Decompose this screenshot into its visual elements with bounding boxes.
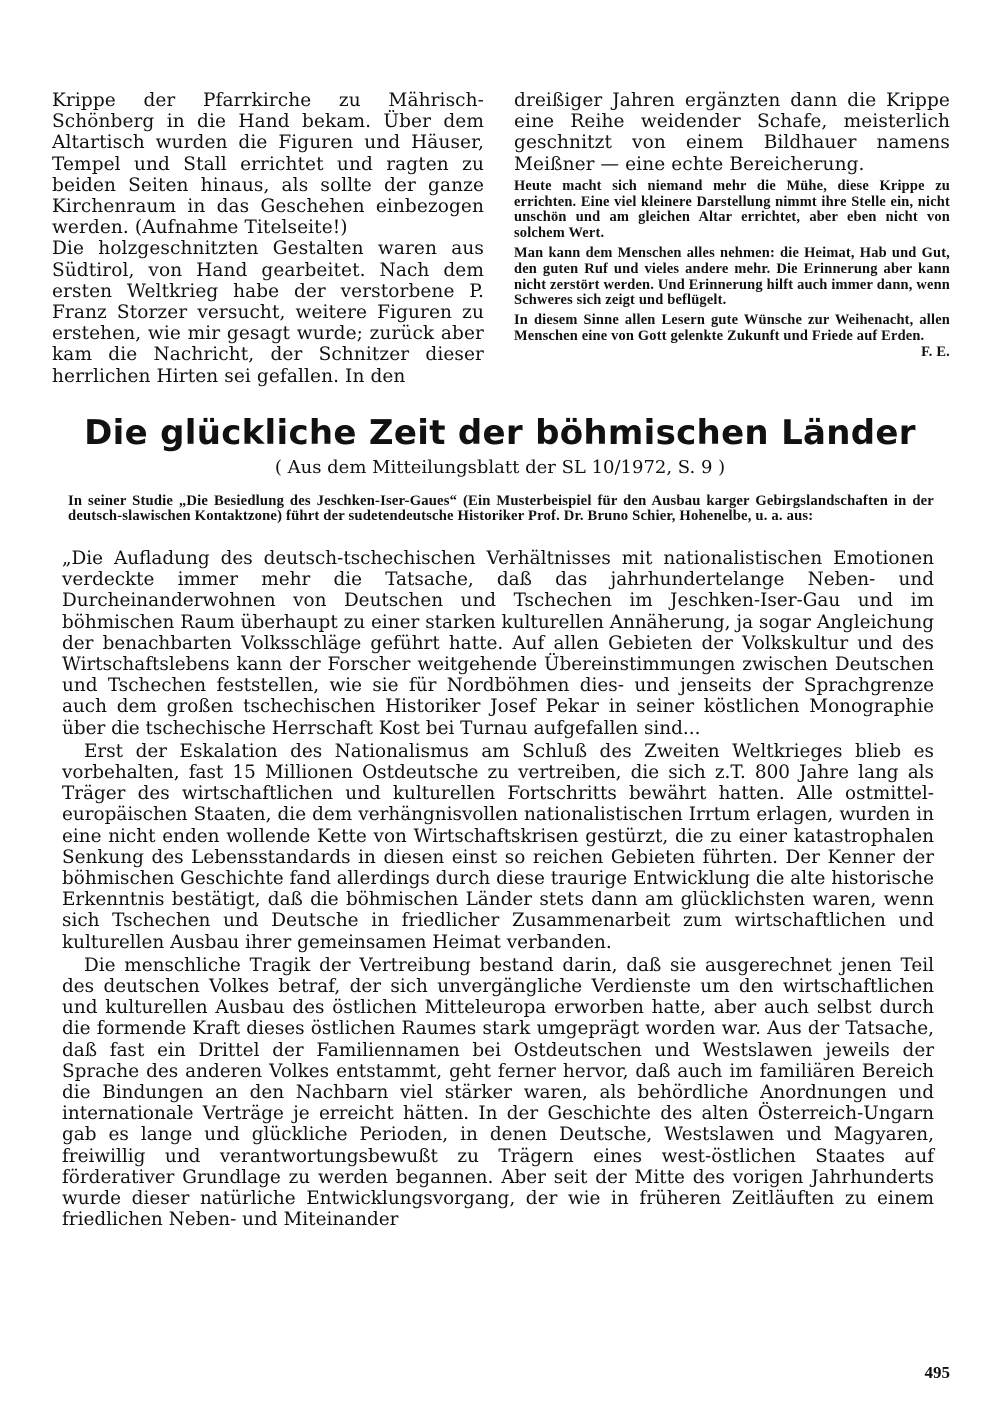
right-column-closing (514, 312, 950, 360)
top-right-column (514, 90, 950, 361)
page-number: 495 (924, 1363, 950, 1382)
top-left-column (52, 90, 484, 387)
closing-text: In diesem Sinne allen Lesern gute Wünsche zur Weihenacht, allen Menschen eine von Gott gelenkte Zukunft und Friede auf Erden. (514, 312, 950, 344)
article-paragraph: „Die Aufladung des deutsch-tschechischen Verhältnisses mit nationalistischen Emotionen verdeckte immer mehr die Tatsache, daß das jahrhundertelange Neben- und Durcheinanderwohnen von Deutschen und Tschechen im Jeschken-Iser-Gau und im böhmischen Raum überhaupt zu einer starken kulturellen Annäherung, ja sogar Angleichung der benachbarten Volksschläge geführt hatte. Auf allen Gebieten der Volkskultur und des Wirtschaftslebens kann der Forscher weitgehende Übereinstimmungen zwischen Deutschen und Tschechen feststellen, wie sie für Nordböhmen dies- und jenseits der Sprachgrenze auch dem großen tschechischen Historiker Josef Pekar in seiner köstlichen Monographie über die tschechische Herrschaft Kost bei Turnau aufgefallen sind... (62, 548, 934, 739)
article-title: Die glückliche Zeit der böhmischen Länder (84, 413, 916, 453)
author-signature: F. E. (921, 343, 950, 360)
article-paragraph: Die menschliche Tragik der Vertreibung bestand darin, daß sie ausgerechnet jenen Teil des deutschen Volkes betraf, der sich unvergängliche Verdienste um den wirtschaftlichen und kulturellen Ausbau des östlichen Mitteleuropa erworben hatte, aber auch selbst durch die formende Kraft dieses östlichen Raumes stark umgeprägt worden war. Aus der Tatsache, daß fast ein Drittel der Familiennamen bei Ostdeutschen und Westslawen jeweils der Sprache des anderen Volkes entstammt, geht ferner hervor, daß auch im familiären Bereich die Bindungen an den Nachbarn viel stärker waren, als behördliche Anordnungen und internationale Verträge je erreicht hätten. In der Geschichte des alten Österreich-Ungarn gab es lange und glückliche Perioden, in denen Deutsche, Westslawen und Magyaren, freiwillig und verantwortungsbewußt zu Trägern eines west-östlichen Staates auf förderativer Grundlage zu werden begannen. Aber seit der Mitte des vorigen Jahrhunderts wurde dieser natürliche Entwicklungsvorgang, der wie in früheren Zeitläuften zu einem friedlichen Neben- und Miteinander (62, 954, 934, 1231)
right-column-lead: dreißiger Jahren ergänzten dann die Krippe eine Reihe weidender Schafe, meisterlich geschnitzt von einem Bildhauer namens Meißner — eine echte Bereicherung. (514, 90, 950, 175)
right-column-note: Man kann dem Menschen alles nehmen: die Heimat, Hab und Gut, den guten Ruf und vieles andere mehr. Die Erinnerung aber kann nicht zerstört werden. Und Erinnerung hilft auch immer dann, wenn Schweres sich zeigt und beflügelt. (514, 245, 950, 309)
left-column-paragraph: Krippe der Pfarrkirche zu Mährisch-Schönberg in die Hand bekam. Über dem Altartisch wurden die Figuren und Häuser, Tempel und Stall errichtet und ragten zu beiden Seiten hinaus, als sollte der ganze Kirchenraum in das Geschehen einbezogen werden. (Aufnahme Titelseite!) (52, 90, 484, 239)
article-source: ( Aus dem Mitteilungsblatt der SL 10/1972, S. 9 ) (274, 457, 726, 478)
article-paragraph: Erst der Eskalation des Nationalismus am Schluß des Zweiten Weltkrieges blieb es vorbehalten, fast 15 Millionen Ostdeutsche zu vertreiben, die sich z.T. 800 Jahre lang als Träger des wirtschaftlichen und kulturellen Fortschritts bewährt hatten. Alle ostmittel-europäischen Staaten, die dem verhängnisvollen nationalistischen Irrtum erlagen, wurden in eine nicht enden wollende Kette von Wirtschaftskrisen gestürzt, die zu einer katastrophalen Senkung des Lebensstandards in diesen einst so reichen Gebieten führten. Der Kenner der böhmischen Geschichte fand allerdings durch diese traurige Entwicklung die alte historische Erkenntnis bestätigt, daß die böhmischen Länder stets dann am glücklichsten waren, wenn sich Tschechen und Deutsche in friedlicher Zusammenarbeit zum wirtschaftlichen und kulturellen Ausbau ihrer gemeinsamen Heimat verbanden. (62, 740, 934, 953)
article-body (62, 548, 934, 1231)
article-intro: In seiner Studie „Die Besiedlung des Jeschken-Iser-Gaues“ (Ein Musterbeispiel für den Ausbau karger Gebirgslandschaften in der deutsch-slawischen Kontaktzone) führt der sudetendeutsche Historiker Prof. Dr. Bruno Schier, Hohenelbe, u. a. aus: (68, 493, 934, 525)
left-column-paragraph: Die holzgeschnitzten Gestalten waren aus Südtirol, von Hand gearbeitet. Nach dem ersten Weltkrieg habe der verstorbene P. Franz Storzer versucht, weitere Figuren zu erstehen, wie mir gesagt wurde; zurück aber kam die Nachricht, der Schnitzer dieser herrlichen Hirten sei gefallen. In den (52, 238, 484, 387)
right-column-note: Heute macht sich niemand mehr die Mühe, diese Krippe zu errichten. Eine viel kleinere Darstellung nimmt ihre Stelle ein, nicht unschön und am gleichen Altar errichtet, aber eben nicht von solchem Wert. (514, 177, 950, 242)
